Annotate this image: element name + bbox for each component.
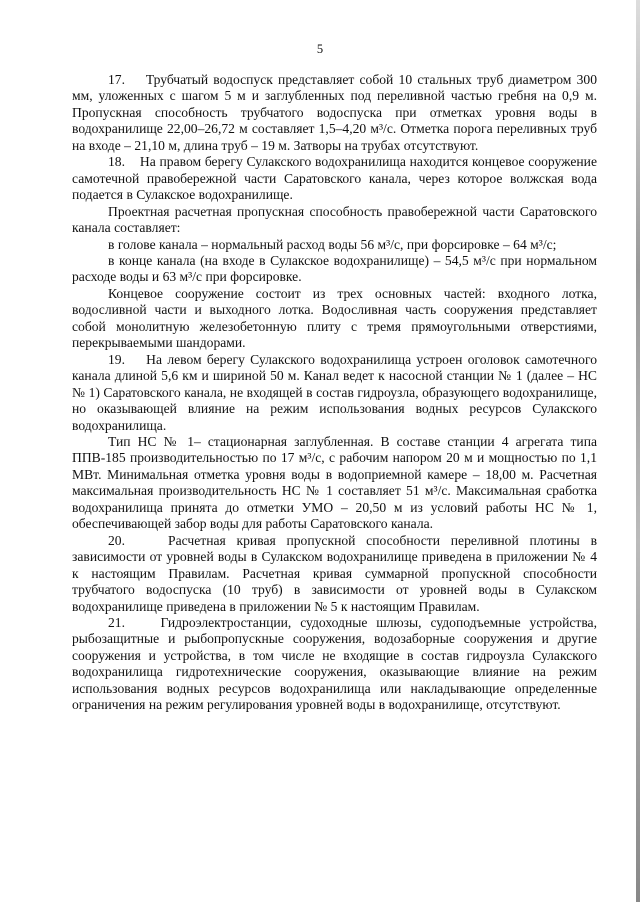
scan-edge-shadow	[636, 0, 640, 902]
page-number: 5	[316, 42, 324, 56]
paragraph-19: 19. На левом берегу Сулакского водохранилища устроен оголовок самотечного канала длиной 5,6 км и шириной 50 м. Канал ведет к насосной станции № 1 (далее – НС № 1) Саратовского канала, не входящей в состав гидроузла, образующего водохранилище, но оказывающей влияние на режим использования водных ресурсов Сулакского водохранилища.	[72, 351, 597, 433]
paragraph-18: 18. На правом берегу Сулакского водохранилища находится концевое сооружение самотечной правобережной части Саратовского канала, через которое волжская вода подается в Сулакское водохранилище.	[72, 154, 597, 203]
paragraph-canal-capacity-intro: Проектная расчетная пропускная способность правобережной части Саратовского канала составляет:	[72, 203, 597, 236]
paragraph-canal-end: в конце канала (на входе в Сулакское водохранилище) – 54,5 м³/с при нормальном расходе воды и 63 м³/с при форсировке.	[72, 252, 597, 285]
paragraph-canal-head: в голове канала – нормальный расход воды 56 м³/с, при форсировке – 64 м³/с;	[108, 236, 557, 252]
paragraph-17: 17. Трубчатый водоспуск представляет собой 10 стальных труб диаметром 300 мм, уложенных с шагом 5 м и заглубленных под переливной частью гребня на 0,9 м. Пропускная способность трубчатого водоспуска при отметках уровня воды в водохранилище 22,00–26,72 м составляет 1,5–4,20 м³/с. Отметка порога переливных труб на входе – 21,10 м, длина труб – 19 м. Затворы на трубах отсутствуют.	[72, 72, 597, 153]
paragraph-pump-station: Тип НС № 1– стационарная заглубленная. В составе станции 4 агрегата типа ППВ-185 производительностью по 17 м³/с, с рабочим напором 20 м и мощностью по 1,1 МВт. Минимальная отметка уровня воды в водоприемной камере – 18,00 м. Расчетная максимальная производительность НС № 1 составляет 51 м³/с. Максимальная сработка водохранилища принята до отметки УМО – 20,50 м из условий работы НС № 1, обеспечивающей забор воды для работы Саратовского канала.	[72, 433, 597, 532]
paragraph-20: 20. Расчетная кривая пропускной способности переливной плотины в зависимости от уровней воды в Сулакском водохранилище приведена в приложении № 4 к настоящим Правилам. Расчетная кривая суммарной пропускной способности трубчатого водоспуска (10 труб) в зависимости от уровней воды в Сулакском водохранилище приведена в приложении № 5 к настоящим Правилам.	[72, 532, 597, 614]
document-body	[72, 72, 597, 714]
paragraph-terminal-structure: Концевое сооружение состоит из трех основных частей: входного лотка, водосливной части и выходного лотка. Водосливная часть сооружения представляет собой монолитную железобетонную плиту с тремя прямоугольными отверстиями, перекрываемыми шандорами.	[72, 285, 597, 351]
paragraph-21: 21. Гидроэлектростанции, судоходные шлюзы, судоподъемные устройства, рыбозащитные и рыбопропускные сооружения, водозаборные сооружения и другие сооружения и устройства, в том числе не входящие в состав гидроузла Сулакского водохранилища гидротехнические сооружения, оказывающие влияние на режим использования водных ресурсов водохранилища или накладывающие определенные ограничения на режим регулирования уровней воды в водохранилище, отсутствуют.	[72, 614, 597, 713]
